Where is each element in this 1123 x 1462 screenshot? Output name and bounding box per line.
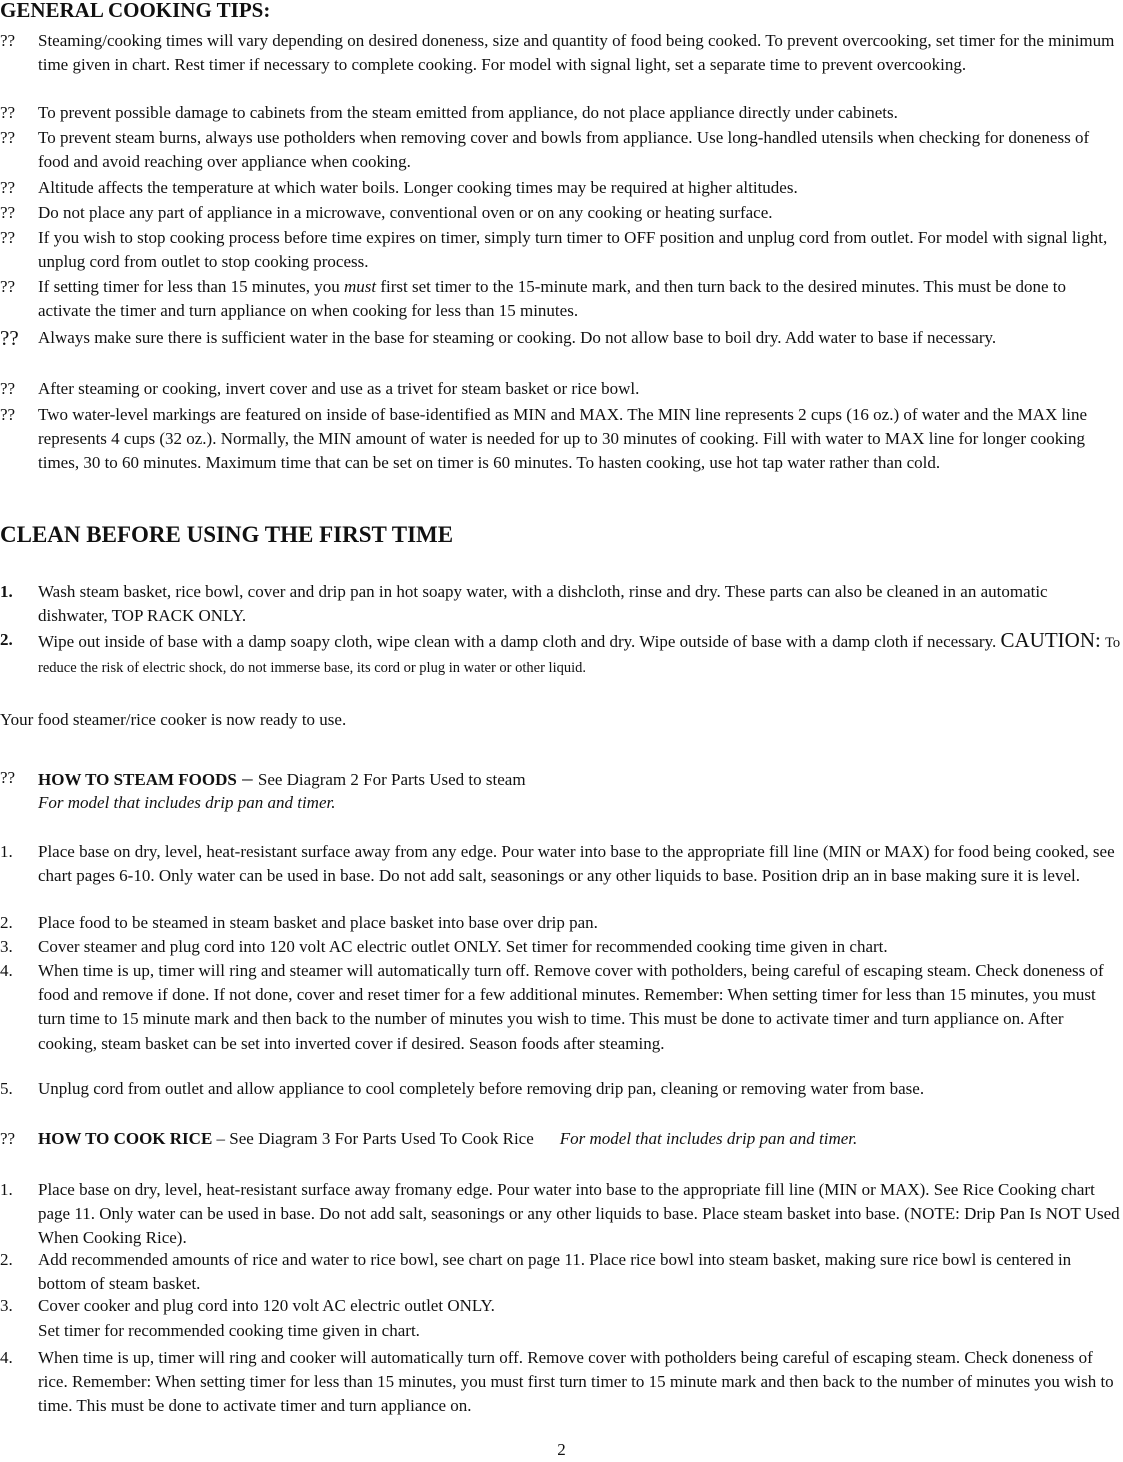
ready-text: Your food steamer/rice cooker is now ready to use. xyxy=(0,710,347,729)
tip-item: ?? To prevent possible damage to cabinets from the steam emitted from appliance, do not place appliance directly under cabinets. xyxy=(0,103,898,122)
tip-item: ?? Altitude affects the temperature at which water boils. Longer cooking times may be required at higher altitudes. xyxy=(0,178,798,197)
tip-item-timer: ?? If setting timer for less than 15 minutes, you must first set timer to the 15-minute mark, and then turn back to the desired minutes. This must be done to activate the timer and turn appliance on when cooking for less than 15 minutes. xyxy=(0,277,1067,321)
caution-text: To reduce the risk of electric shock, do not immerse base, its cord or plug in water or other liquid. xyxy=(38,635,1121,677)
tip-item: ?? After steaming or cooking, invert cover and use as a trivet for steam basket or rice bowl. xyxy=(0,379,640,398)
tip-item: ?? To prevent steam burns, always use potholders when removing cover and bowls from appliance. Use long-handled utensils when checking for doneness of food and avoid reaching over appliance when cooking. xyxy=(0,128,1090,172)
rice-step: 3. Cover cooker and plug cord into 120 volt AC electric outlet ONLY. Set timer for recommended cooking time given in chart. xyxy=(0,1296,495,1341)
clean-step: 2. Wipe out inside of base with a damp soapy cloth, wipe clean with a damp cloth and dry. Wipe outside of base with a damp cloth if necessary. CAUTION: To reduce the risk of electric shock, do not immerse base, its cord or plug in water or other liquid. xyxy=(0,628,1121,677)
caution-label: CAUTION: xyxy=(1000,628,1101,652)
rice-step: 4. When time is up, timer will ring and cooker will automatically turn off. Remove cover with potholders being careful of escaping steam. Check doneness of rice. Remember: When setting timer for less than 15 minutes, you must first turn timer to 15 minute mark and then back to the number of minutes you wish to time. This must be done to activate timer and turn appliance on. xyxy=(0,1348,1114,1416)
tip-item: ?? Steaming/cooking times will vary depending on desired doneness, size and quantity of food being cooked. To prevent overcooking, set timer for the minimum time given in chart. Rest timer if necessary to complete cooking. For model with signal light, set a separate time to prevent overcooking. xyxy=(0,31,1115,75)
rice-step: 2. Add recommended amounts of rice and water to rice bowl, see chart on page 11. Place rice bowl into steam basket, making sure rice bowl is centered in bottom of steam basket. xyxy=(0,1250,1072,1294)
steam-heading: ?? HOW TO STEAM FOODS – See Diagram 2 For Parts Used to steam xyxy=(0,766,526,790)
rice-step: 1. Place base on dry, level, heat-resistant surface away fromany edge. Pour water into base to the appropriate fill line (MIN or MAX). See Rice Cooking chart page 11. Only water can be used in base. Do not add salt, seasonings or any other liquids to base. Place steam basket into base. (NOTE: Drip Pan Is NOT Used When Cooking Rice). xyxy=(0,1180,1120,1248)
tip-item: ?? Do not place any part of appliance in a microwave, conventional oven or on any cooking or heating surface. xyxy=(0,203,773,222)
steam-step: 2. Place food to be steamed in steam basket and place basket into base over drip pan. xyxy=(0,913,598,932)
page-number: 2 xyxy=(557,1440,566,1459)
general-tips-title: GENERAL COOKING TIPS: xyxy=(0,0,271,22)
steam-step: 5. Unplug cord from outlet and allow appliance to cool completely before removing drip pan, cleaning or removing water from base. xyxy=(0,1079,925,1098)
rice-heading: ?? HOW TO COOK RICE – See Diagram 3 For Parts Used To Cook Rice For model that includes drip pan and timer. xyxy=(0,1129,858,1148)
steam-note: For model that includes drip pan and timer. xyxy=(38,793,336,812)
tip-item: ?? Two water-level markings are featured on inside of base-identified as MIN and MAX. The MIN line represents 2 cups (16 oz.) of water and the MAX line represents 4 cups (32 oz.). Normally, the MIN amount of water is needed for up to 30 minutes of cooking. Fill with water to MAX line for longer cooking times, 30 to 60 minutes. Maximum time that can be set on timer is 60 minutes. To hasten cooking, use hot tap water rather than cold. xyxy=(0,405,1087,473)
tip-item: ?? If you wish to stop cooking process before time expires on timer, simply turn timer to OFF position and unplug cord from outlet. For model with signal light, unplug cord from outlet to stop cooking process. xyxy=(0,228,1108,272)
tip-item: ?? Always make sure there is sufficient water in the base for steaming or cooking. Do not allow base to boil dry. Add water to base if necessary. xyxy=(0,326,997,350)
clean-step: 1. Wash steam basket, rice bowl, cover and drip pan in hot soapy water, with a dishcloth, rinse and dry. These parts can also be cleaned in an automatic dishwater, TOP RACK ONLY. xyxy=(0,582,1048,626)
clean-section-title: CLEAN BEFORE USING THE FIRST TIME xyxy=(0,522,454,547)
steam-step: 4. When time is up, timer will ring and steamer will automatically turn off. Remove cover with potholders, being careful of escaping steam. Check doneness of food and remove if done. If not done, cover and reset timer for a few additional minutes. Remember: When setting timer for less than 15 minutes, you must turn time to 15 minute mark and then back to the number of minutes you wish to time. This must be done to activate timer and turn appliance on. After cooking, steam basket can be set into inverted cover if desired. Season foods after steaming. xyxy=(0,961,1104,1053)
steam-step: 1. Place base on dry, level, heat-resistant surface away from any edge. Pour water into base to the appropriate fill line (MIN or MAX) for food being cooked, see chart pages 6-10. Only water can be used in base. Do not add salt, seasonings or any other liquids to base. Position drip an in base making sure it is level. xyxy=(0,842,1115,886)
steam-step: 3. Cover steamer and plug cord into 120 volt AC electric outlet ONLY. Set timer for recommended cooking time given in chart. xyxy=(0,937,888,956)
